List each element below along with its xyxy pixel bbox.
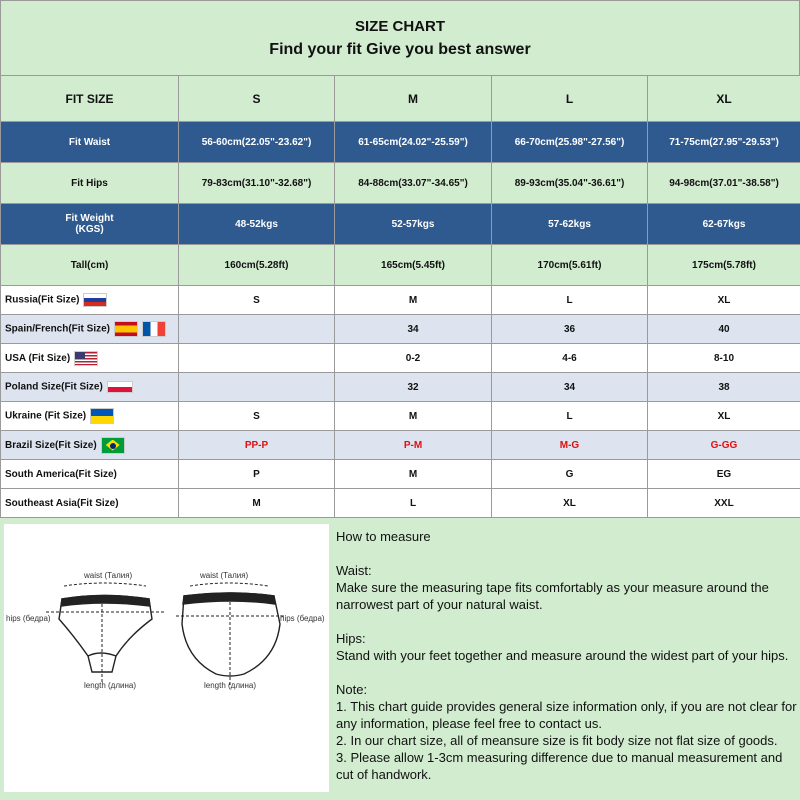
cell-value: L bbox=[335, 489, 492, 518]
cell-value: M bbox=[335, 286, 492, 315]
cell-value: G-GG bbox=[648, 431, 800, 460]
usa-row bbox=[1, 344, 800, 373]
cell-value: S bbox=[179, 286, 335, 315]
cell-value: S bbox=[179, 402, 335, 431]
size-header-xl: XL bbox=[648, 76, 800, 122]
size-header-s: S bbox=[179, 76, 335, 122]
note-title: Note: bbox=[336, 682, 368, 697]
fit-waist-row bbox=[1, 122, 800, 163]
row-label-text: Poland Size(Fit Size) bbox=[5, 381, 103, 393]
size-header-row bbox=[1, 76, 800, 122]
size-table bbox=[0, 75, 800, 518]
cell-value: G bbox=[492, 460, 648, 489]
hips-text: Stand with your feet together and measure around the widest part of your hips. bbox=[336, 648, 789, 663]
cell-value: L bbox=[492, 286, 648, 315]
row-label-text: USA (Fit Size) bbox=[5, 352, 71, 364]
length-label-back: length (длина) bbox=[204, 681, 257, 690]
row-label-text: Spain/French(Fit Size) bbox=[5, 323, 111, 335]
cell-value: PP-P bbox=[179, 431, 335, 460]
row-label: Southeast Asia(Fit Size) bbox=[1, 489, 179, 518]
cell-value: 66-70cm(25.98"-27.56") bbox=[492, 122, 648, 163]
cell-value bbox=[179, 315, 335, 344]
cell-value: P-M bbox=[335, 431, 492, 460]
south-america-row bbox=[1, 460, 800, 489]
fit-hips-row bbox=[1, 163, 800, 204]
cell-value: 160cm(5.28ft) bbox=[179, 245, 335, 286]
russia-row bbox=[1, 286, 800, 315]
cell-value: 57-62kgs bbox=[492, 204, 648, 245]
cell-value: 0-2 bbox=[335, 344, 492, 373]
length-label-front: length (длина) bbox=[84, 681, 137, 690]
note-1: 1. This chart guide provides general size information only, if you are not clear for any information, please feel free to contact us. bbox=[336, 699, 797, 731]
cell-value: 84-88cm(33.07"-34.65") bbox=[335, 163, 492, 204]
waist-title: Waist: bbox=[336, 563, 372, 578]
cell-value: XL bbox=[492, 489, 648, 518]
cell-value: 34 bbox=[335, 315, 492, 344]
row-label bbox=[1, 373, 179, 402]
cell-value: 89-93cm(35.04"-36.61") bbox=[492, 163, 648, 204]
cell-value: 170cm(5.61ft) bbox=[492, 245, 648, 286]
cell-value: 36 bbox=[492, 315, 648, 344]
chart-header bbox=[0, 0, 800, 76]
cell-value: 48-52kgs bbox=[179, 204, 335, 245]
cell-value: XXL bbox=[648, 489, 800, 518]
underwear-diagram-illustration bbox=[4, 524, 329, 792]
page-title: SIZE CHART bbox=[355, 18, 445, 35]
cell-value: 32 bbox=[335, 373, 492, 402]
poland-flag-icon bbox=[107, 381, 133, 393]
cell-value: 165cm(5.45ft) bbox=[335, 245, 492, 286]
cell-value: 52-57kgs bbox=[335, 204, 492, 245]
usa-flag-icon bbox=[74, 351, 98, 366]
note-3: 3. Please allow 1-3cm measuring difference due to manual measurement and cut of handwork. bbox=[336, 750, 783, 782]
cell-value: 38 bbox=[648, 373, 800, 402]
cell-value: 56-60cm(22.05"-23.62") bbox=[179, 122, 335, 163]
southeast-asia-row bbox=[1, 489, 800, 518]
russia-flag-icon bbox=[83, 293, 107, 307]
cell-value: 79-83cm(31.10"-32.68") bbox=[179, 163, 335, 204]
poland-row bbox=[1, 373, 800, 402]
france-flag-icon bbox=[142, 321, 166, 337]
cell-value: M bbox=[179, 489, 335, 518]
row-label-text: Russia(Fit Size) bbox=[5, 294, 80, 306]
brazil-row bbox=[1, 431, 800, 460]
cell-value: EG bbox=[648, 460, 800, 489]
row-label bbox=[1, 344, 179, 373]
row-label-line1: Fit Weight bbox=[65, 213, 114, 224]
cell-value: P bbox=[179, 460, 335, 489]
cell-value: 61-65cm(24.02"-25.59") bbox=[335, 122, 492, 163]
fit-weight-row bbox=[1, 204, 800, 245]
row-label-line2: (KGS) bbox=[75, 224, 104, 235]
waist-label-front: waist (Талия) bbox=[84, 571, 133, 580]
page-subtitle: Find your fit Give you best answer bbox=[269, 41, 531, 58]
cell-value bbox=[179, 373, 335, 402]
note-2: 2. In our chart size, all of meansure size is fit body size not flat size of goods. bbox=[336, 733, 778, 748]
cell-value: 4-6 bbox=[492, 344, 648, 373]
hips-title: Hips: bbox=[336, 631, 366, 646]
how-to-measure-section bbox=[336, 528, 798, 783]
tall-row bbox=[1, 245, 800, 286]
measurement-diagram bbox=[4, 524, 329, 792]
cell-value: XL bbox=[648, 286, 800, 315]
cell-value: L bbox=[492, 402, 648, 431]
row-label: South America(Fit Size) bbox=[1, 460, 179, 489]
row-label bbox=[1, 315, 179, 344]
row-label-text: Brazil Size(Fit Size) bbox=[5, 439, 97, 451]
how-to-measure-heading: How to measure bbox=[336, 529, 431, 544]
cell-value: M bbox=[335, 402, 492, 431]
row-label-text: Ukraine (Fit Size) bbox=[5, 410, 87, 422]
row-label bbox=[1, 286, 179, 315]
ukraine-row bbox=[1, 402, 800, 431]
row-label: Tall(cm) bbox=[1, 245, 179, 286]
fit-size-header: FIT SIZE bbox=[1, 76, 179, 122]
cell-value: 175cm(5.78ft) bbox=[648, 245, 800, 286]
waist-text: Make sure the measuring tape fits comfortably as your measure around the narrowest part of your natural waist. bbox=[336, 580, 769, 612]
ukraine-flag-icon bbox=[90, 408, 114, 424]
row-label bbox=[1, 402, 179, 431]
size-header-m: M bbox=[335, 76, 492, 122]
row-label bbox=[1, 204, 179, 245]
hips-label-back: hips (бедра) bbox=[280, 614, 325, 623]
spain-flag-icon bbox=[114, 321, 138, 337]
row-label bbox=[1, 431, 179, 460]
row-label: Fit Hips bbox=[1, 163, 179, 204]
spain-french-row bbox=[1, 315, 800, 344]
cell-value: 62-67kgs bbox=[648, 204, 800, 245]
cell-value: 94-98cm(37.01"-38.58") bbox=[648, 163, 800, 204]
size-header-l: L bbox=[492, 76, 648, 122]
cell-value: 8-10 bbox=[648, 344, 800, 373]
cell-value: 40 bbox=[648, 315, 800, 344]
cell-value: M-G bbox=[492, 431, 648, 460]
brazil-flag-icon bbox=[101, 437, 125, 454]
cell-value: 34 bbox=[492, 373, 648, 402]
cell-value: M bbox=[335, 460, 492, 489]
hips-label-front: hips (бедра) bbox=[6, 614, 51, 623]
waist-label-back: waist (Талия) bbox=[200, 571, 249, 580]
cell-value bbox=[179, 344, 335, 373]
cell-value: 71-75cm(27.95"-29.53") bbox=[648, 122, 800, 163]
cell-value: XL bbox=[648, 402, 800, 431]
row-label: Fit Waist bbox=[1, 122, 179, 163]
